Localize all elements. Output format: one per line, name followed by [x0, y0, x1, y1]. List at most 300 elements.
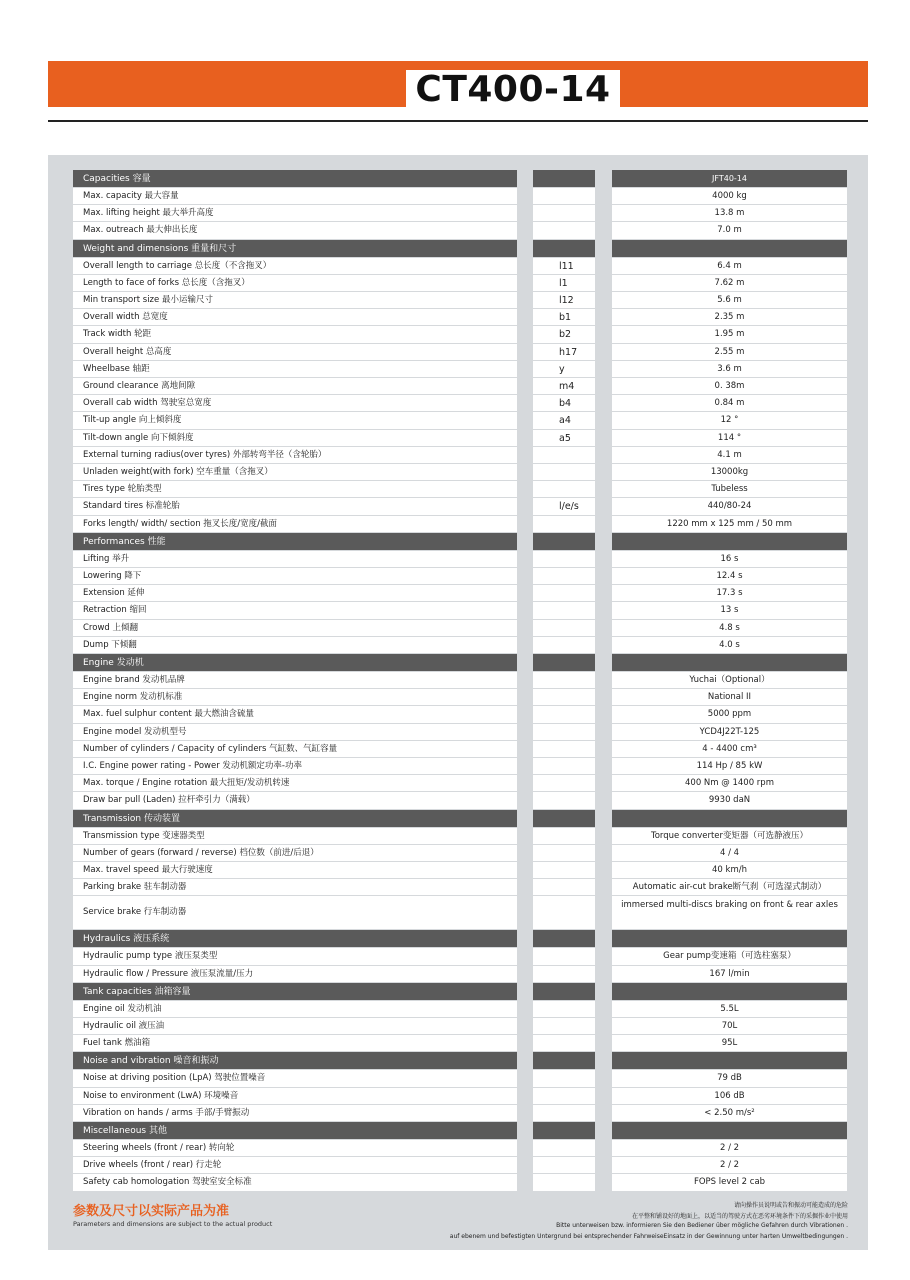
- spec-code-cell: [533, 828, 595, 844]
- section-title: Capacities 容量: [83, 174, 151, 184]
- section-value-cell: [612, 533, 847, 550]
- spec-label: Max. fuel sulphur content 最大燃油含硫量: [83, 709, 254, 720]
- spec-label: Max. torque / Engine rotation 最大扭矩/发动机转速: [83, 778, 290, 789]
- spec-row-label: [73, 275, 517, 291]
- spec-row-label: [73, 1070, 517, 1086]
- spec-code: l12: [559, 295, 574, 306]
- spec-value: Tubeless: [711, 484, 748, 495]
- footer-warning-cn-1: 请向操作员说明或告和振动可能造成的危险: [733, 1202, 848, 1209]
- spec-value-cell: [612, 1088, 847, 1104]
- spec-label: Max. travel speed 最大行驶速度: [83, 865, 213, 875]
- spec-code-cell: [533, 620, 595, 636]
- spec-value: 3.6 m: [717, 363, 742, 374]
- spec-value: 5000 ppm: [707, 709, 752, 720]
- spec-code-cell: [533, 326, 595, 342]
- spec-code-cell: [533, 447, 595, 463]
- section-header: [73, 810, 517, 827]
- spec-code-cell: [533, 275, 595, 291]
- spec-label: Hydraulic oil 液压油: [83, 1021, 165, 1031]
- spec-row-label: [73, 481, 517, 497]
- spec-code-cell: [533, 258, 595, 274]
- spec-value-cell: [612, 498, 847, 514]
- spec-code: b4: [559, 398, 572, 410]
- spec-row-label: [73, 395, 517, 411]
- spec-value: Yuchai（Optional）: [689, 675, 770, 685]
- spec-row-label: [73, 1035, 517, 1051]
- spec-code-cell: [533, 758, 595, 774]
- section-value-cell: [612, 654, 847, 671]
- spec-code-cell: [533, 966, 595, 982]
- spec-value-cell: [612, 205, 847, 221]
- footer-warning-cn-2: 在平整和铺设好的地面上，以适当的驾驶方式在恶劣环境条件下的采掘作业中使用: [631, 1213, 848, 1220]
- spec-code-cell: [533, 706, 595, 722]
- spec-label: Overall width 总宽度: [83, 312, 168, 323]
- spec-value: 440/80-24: [707, 501, 752, 512]
- spec-code-cell: [533, 948, 595, 964]
- spec-label: Length to face of forks 总长度（含拖叉）: [83, 277, 250, 288]
- spec-value-cell: [612, 447, 847, 463]
- section-title: Tank capacities 油箱容量: [83, 986, 191, 997]
- footer-warning-de-1: Bitte unterweisen bzw. informieren Sie den Bediener über mögliche Gefahren durch Vibrationen .: [556, 1222, 848, 1229]
- spec-code-cell: [533, 1070, 595, 1086]
- spec-label: Number of cylinders / Capacity of cylinders 气缸数、气缸容量: [83, 743, 338, 754]
- spec-code-cell: [533, 395, 595, 411]
- spec-code-cell: [533, 724, 595, 740]
- spec-value-cell: [612, 1174, 847, 1190]
- spec-code-cell: [533, 983, 595, 1000]
- spec-value-cell: [612, 896, 847, 929]
- spec-row-label: [73, 1105, 517, 1121]
- spec-code-cell: [533, 361, 595, 377]
- spec-code-cell: [533, 344, 595, 360]
- spec-label: Engine oil 发动机油: [83, 1003, 162, 1014]
- spec-value-cell: [612, 758, 847, 774]
- spec-label: Service brake 行车制动器: [83, 907, 187, 918]
- spec-value-cell: [612, 1001, 847, 1017]
- spec-row-label: [73, 1174, 517, 1190]
- spec-value-cell: [612, 568, 847, 584]
- spec-row-label: [73, 447, 517, 463]
- spec-value-cell: [612, 775, 847, 791]
- spec-label: Max. outreach 最大伸出长度: [83, 225, 198, 236]
- spec-label: Dump 下倾翻: [83, 639, 137, 650]
- spec-value: 4 - 4400 cm³: [702, 743, 757, 754]
- spec-value: 0. 38m: [714, 381, 745, 391]
- footer-note-en: Parameters and dimensions are subject to the actual product: [73, 1220, 273, 1228]
- spec-code-cell: [533, 689, 595, 705]
- spec-value: 7.0 m: [717, 225, 742, 236]
- spec-row-label: [73, 568, 517, 584]
- spec-value-cell: [612, 222, 847, 238]
- spec-code-cell: [533, 1122, 595, 1139]
- spec-value: 6.4 m: [717, 260, 742, 271]
- spec-label: Hydraulic pump type 液压泵类型: [83, 951, 218, 962]
- spec-value: 16 s: [720, 553, 739, 564]
- spec-value-cell: [612, 361, 847, 377]
- spec-value: 1.95 m: [714, 329, 745, 340]
- spec-value-cell: [612, 741, 847, 757]
- section-value-cell: [612, 983, 847, 1000]
- spec-code-cell: [533, 568, 595, 584]
- spec-value-cell: [612, 481, 847, 497]
- spec-row-label: [73, 292, 517, 308]
- spec-value: 5.6 m: [717, 295, 742, 305]
- section-header: [73, 240, 517, 257]
- spec-code: a4: [559, 415, 571, 427]
- spec-code-cell: [533, 1052, 595, 1069]
- spec-row-label: [73, 602, 517, 618]
- section-value-cell: [612, 240, 847, 257]
- spec-value: 2 / 2: [719, 1160, 740, 1171]
- spec-value-cell: [612, 879, 847, 895]
- spec-value-cell: [612, 188, 847, 204]
- spec-label: Forks length/ width/ section 拖叉长度/宽度/截面: [83, 518, 278, 529]
- spec-value-cell: [612, 689, 847, 705]
- section-value-cell: [612, 930, 847, 947]
- spec-row-label: [73, 258, 517, 274]
- section-value-cell: [612, 170, 847, 187]
- spec-value: 7.62 m: [714, 277, 745, 288]
- spec-row-label: [73, 758, 517, 774]
- spec-label: Ground clearance 离地间隙: [83, 381, 196, 391]
- spec-value: 5.5L: [720, 1003, 739, 1014]
- spec-value: 0.84 m: [714, 398, 745, 409]
- spec-value-cell: [612, 1035, 847, 1051]
- spec-value-cell: [612, 620, 847, 636]
- spec-label: Vibration on hands / arms 手部/手臂振动: [83, 1107, 250, 1118]
- spec-value: 2 / 2: [719, 1143, 740, 1153]
- footer-note-cn: 参数及尺寸以实际产品为准: [73, 1204, 230, 1219]
- spec-row-label: [73, 741, 517, 757]
- spec-row-label: [73, 1157, 517, 1173]
- header-rule: [48, 120, 868, 122]
- spec-value: 9930 daN: [708, 795, 751, 806]
- spec-code-cell: [533, 1140, 595, 1156]
- spec-code-cell: [533, 602, 595, 618]
- spec-code: l11: [559, 260, 574, 272]
- spec-row-label: [73, 498, 517, 514]
- spec-label: Crowd 上倾翻: [83, 622, 138, 633]
- section-header: [73, 930, 517, 947]
- spec-label: Lowering 降下: [83, 571, 142, 581]
- spec-value: National II: [707, 692, 752, 703]
- spec-value: 4.8 s: [719, 622, 740, 633]
- spec-value-cell: [612, 672, 847, 688]
- section-header: [73, 170, 517, 187]
- section-header: [73, 533, 517, 550]
- spec-value: 70L: [721, 1021, 738, 1031]
- spec-label: Overall cab width 驾驶室总宽度: [83, 398, 212, 409]
- spec-value: 4 / 4: [719, 847, 740, 858]
- spec-row-label: [73, 188, 517, 204]
- spec-code-cell: [533, 1035, 595, 1051]
- spec-value: 1220 mm x 125 mm / 50 mm: [666, 518, 793, 529]
- spec-code-cell: [533, 430, 595, 446]
- spec-row-label: [73, 1088, 517, 1104]
- spec-label: Number of gears (forward / reverse) 档位数（前进/后退）: [83, 847, 319, 858]
- spec-code-cell: [533, 188, 595, 204]
- spec-value-cell: [612, 1018, 847, 1034]
- spec-value: Gear pump变速箱（可选柱塞泵）: [663, 951, 796, 962]
- spec-value-cell: [612, 275, 847, 291]
- spec-value: 12.4 s: [716, 571, 743, 581]
- spec-code-cell: [533, 240, 595, 257]
- section-title: Performances 性能: [83, 536, 166, 547]
- section-title: Noise and vibration 噪音和振动: [83, 1056, 219, 1067]
- spec-label: Wheelbase 轴距: [83, 363, 150, 374]
- spec-row-label: [73, 516, 517, 532]
- spec-value-cell: [612, 828, 847, 844]
- spec-row-label: [73, 551, 517, 567]
- spec-value-cell: [612, 292, 847, 308]
- spec-code-cell: [533, 654, 595, 671]
- spec-value: 13 s: [720, 605, 739, 616]
- spec-value-cell: [612, 792, 847, 808]
- spec-code-cell: [533, 775, 595, 791]
- spec-code-cell: [533, 862, 595, 878]
- spec-value: 4.1 m: [717, 449, 742, 460]
- spec-code-cell: [533, 222, 595, 238]
- spec-row-label: [73, 1140, 517, 1156]
- spec-value: 106 dB: [714, 1090, 745, 1101]
- spec-label: Tilt-down angle 向下倾斜度: [83, 432, 194, 443]
- spec-label: Steering wheels (front / rear) 转向轮: [83, 1143, 235, 1153]
- spec-row-label: [73, 222, 517, 238]
- spec-value: 12 °: [720, 415, 739, 426]
- spec-code-cell: [533, 741, 595, 757]
- spec-row-label: [73, 966, 517, 982]
- spec-value-cell: [612, 1140, 847, 1156]
- spec-label: Tires type 轮胎类型: [83, 484, 162, 495]
- spec-value: 2.55 m: [714, 346, 745, 357]
- spec-row-label: [73, 620, 517, 636]
- spec-label: Noise to environment (LwA) 环境噪音: [83, 1090, 239, 1101]
- spec-code-cell: [533, 1018, 595, 1034]
- spec-code: l1: [559, 277, 568, 289]
- spec-label: Transmission type 变速器类型: [83, 830, 205, 841]
- spec-row-label: [73, 862, 517, 878]
- spec-value-cell: [612, 395, 847, 411]
- model-title: CT400-14: [406, 70, 620, 110]
- spec-label: Draw bar pull (Laden) 拉杆牵引力（满载）: [83, 795, 255, 806]
- section-header: [73, 654, 517, 671]
- spec-code-cell: [533, 1001, 595, 1017]
- spec-row-label: [73, 205, 517, 221]
- spec-code-cell: [533, 810, 595, 827]
- spec-row-label: [73, 948, 517, 964]
- spec-value: 17.3 s: [716, 588, 743, 599]
- spec-value: 114 °: [717, 432, 742, 443]
- spec-code: a5: [559, 432, 571, 444]
- spec-row-label: [73, 585, 517, 601]
- spec-code: y: [559, 363, 565, 375]
- spec-value-cell: [612, 966, 847, 982]
- spec-code: b1: [559, 312, 572, 324]
- spec-code: b2: [559, 329, 572, 341]
- spec-label: Noise at driving position (LpA) 驾驶位置噪音: [83, 1073, 266, 1084]
- spec-code: m4: [559, 381, 575, 392]
- spec-label: Parking brake 驻车制动器: [83, 882, 187, 893]
- spec-value: 4.0 s: [719, 639, 740, 650]
- spec-value: 79 dB: [717, 1073, 742, 1084]
- section-title: Hydraulics 液压系统: [83, 934, 170, 945]
- spec-label: Engine brand 发动机品牌: [83, 675, 185, 685]
- spec-code-cell: [533, 309, 595, 325]
- spec-value: 400 Nm @ 1400 rpm: [685, 778, 774, 789]
- spec-value: 95L: [721, 1038, 738, 1049]
- spec-value-cell: [612, 551, 847, 567]
- spec-label: Extension 延伸: [83, 588, 145, 599]
- section-title: Weight and dimensions 重量和尺寸: [83, 243, 237, 254]
- spec-row-label: [73, 309, 517, 325]
- spec-code-cell: [533, 792, 595, 808]
- spec-code-cell: [533, 1105, 595, 1121]
- spec-value-cell: [612, 1105, 847, 1121]
- spec-row-label: [73, 412, 517, 428]
- spec-label: Engine norm 发动机标准: [83, 692, 183, 703]
- spec-label: Min transport size 最小运输尺寸: [83, 295, 213, 305]
- spec-code-cell: [533, 170, 595, 187]
- spec-value: Torque converter变矩器（可选静液压）: [650, 830, 809, 841]
- spec-label: External turning radius(over tyres) 外部转弯半径（含轮胎）: [83, 449, 327, 460]
- spec-value: 13.8 m: [714, 208, 745, 219]
- spec-row-label: [73, 792, 517, 808]
- spec-row-label: [73, 361, 517, 377]
- spec-value-cell: [612, 412, 847, 428]
- spec-code-cell: [533, 481, 595, 497]
- spec-row-label: [73, 724, 517, 740]
- spec-value-cell: [612, 585, 847, 601]
- spec-row-label: [73, 1001, 517, 1017]
- section-value-cell: [612, 1052, 847, 1069]
- section-header: [73, 1052, 517, 1069]
- spec-label: Retraction 缩回: [83, 605, 147, 616]
- section-value-cell: [612, 1122, 847, 1139]
- spec-value: JFT40-14: [712, 174, 747, 183]
- spec-code-cell: [533, 516, 595, 532]
- spec-row-label: [73, 1018, 517, 1034]
- spec-label: Tilt-up angle 向上倾斜度: [83, 415, 182, 426]
- spec-row-label: [73, 828, 517, 844]
- section-title: Transmission 传动装置: [83, 813, 181, 824]
- spec-label: Overall height 总高度: [83, 346, 172, 357]
- spec-label: I.C. Engine power rating - Power 发动机额定功率-功率: [83, 761, 302, 771]
- spec-label: Unladen weight(with fork) 空车重量（含拖叉）: [83, 467, 273, 477]
- spec-code-cell: [533, 930, 595, 947]
- spec-code-cell: [533, 896, 595, 929]
- spec-value: < 2.50 m/s²: [704, 1107, 755, 1118]
- spec-value-cell: [612, 1070, 847, 1086]
- spec-code-cell: [533, 412, 595, 428]
- spec-code-cell: [533, 464, 595, 480]
- spec-row-label: [73, 775, 517, 791]
- spec-row-label: [73, 378, 517, 394]
- spec-row-label: [73, 464, 517, 480]
- spec-code: h17: [559, 346, 578, 358]
- spec-row-label: [73, 689, 517, 705]
- spec-value: 167 l/min: [709, 968, 750, 979]
- spec-code-cell: [533, 585, 595, 601]
- spec-code-cell: [533, 1174, 595, 1190]
- spec-label: Drive wheels (front / rear) 行走轮: [83, 1160, 222, 1171]
- spec-code: l/e/s: [559, 501, 579, 513]
- spec-code-cell: [533, 205, 595, 221]
- spec-value: YCD4J22T-125: [699, 726, 760, 737]
- spec-value-cell: [612, 464, 847, 480]
- spec-code-cell: [533, 672, 595, 688]
- spec-value: FOPS level 2 cab: [693, 1177, 766, 1188]
- spec-value: immersed multi-discs braking on front & rear axles: [621, 900, 838, 911]
- spec-value-cell: [612, 724, 847, 740]
- spec-row-label: [73, 326, 517, 342]
- spec-code-cell: [533, 1088, 595, 1104]
- spec-code-cell: [533, 533, 595, 550]
- spec-row-label: [73, 706, 517, 722]
- section-title: Engine 发动机: [83, 658, 144, 668]
- section-header: [73, 1122, 517, 1139]
- spec-value-cell: [612, 637, 847, 653]
- spec-row-label: [73, 430, 517, 446]
- spec-value-cell: [612, 948, 847, 964]
- spec-value-cell: [612, 258, 847, 274]
- spec-code-cell: [533, 551, 595, 567]
- spec-value-cell: [612, 516, 847, 532]
- spec-code-cell: [533, 498, 595, 514]
- spec-label: Safety cab homologation 驾驶室安全标准: [83, 1177, 252, 1188]
- spec-value-cell: [612, 344, 847, 360]
- spec-value: 13000kg: [710, 467, 749, 477]
- spec-row-label: [73, 344, 517, 360]
- spec-label: Lifting 举升: [83, 553, 130, 564]
- spec-value-cell: [612, 706, 847, 722]
- spec-value: 2.35 m: [714, 312, 745, 323]
- section-header: [73, 983, 517, 1000]
- spec-value: 40 km/h: [712, 865, 747, 875]
- spec-label: Track width 轮距: [83, 329, 152, 340]
- spec-row-label: [73, 879, 517, 895]
- spec-row-label: [73, 845, 517, 861]
- spec-code-cell: [533, 378, 595, 394]
- spec-label: Max. lifting height 最大举升高度: [83, 208, 214, 219]
- spec-value: 114 Hp / 85 kW: [696, 761, 763, 771]
- spec-code-cell: [533, 1157, 595, 1173]
- spec-value: 4000 kg: [712, 191, 747, 201]
- spec-value-cell: [612, 602, 847, 618]
- spec-label: Hydraulic flow / Pressure 液压泵流量/压力: [83, 968, 254, 979]
- section-value-cell: [612, 810, 847, 827]
- spec-row-label: [73, 637, 517, 653]
- spec-value-cell: [612, 845, 847, 861]
- spec-value-cell: [612, 430, 847, 446]
- section-title: Miscellaneous 其他: [83, 1126, 167, 1136]
- spec-label: Standard tires 标准轮胎: [83, 501, 180, 512]
- spec-value-cell: [612, 309, 847, 325]
- footer-warning-de-2: auf ebenem und befestigten Untergrund bei entsprechender FahrweiseEinsatz in der Gewinnung unter harten Umweltbedingungen .: [449, 1233, 848, 1240]
- spec-label: Overall length to carriage 总长度（不含拖叉）: [83, 260, 272, 271]
- spec-code-cell: [533, 845, 595, 861]
- spec-row-label: [73, 672, 517, 688]
- spec-code-cell: [533, 637, 595, 653]
- spec-value-cell: [612, 378, 847, 394]
- spec-code-cell: [533, 292, 595, 308]
- spec-value: Automatic air-cut brake断气刹（可选湿式制动）: [632, 882, 827, 893]
- spec-row-label: [73, 896, 517, 929]
- spec-value-cell: [612, 862, 847, 878]
- spec-label: Fuel tank 燃油箱: [83, 1038, 151, 1049]
- spec-value-cell: [612, 326, 847, 342]
- spec-value-cell: [612, 1157, 847, 1173]
- spec-label: Max. capacity 最大容量: [83, 191, 179, 201]
